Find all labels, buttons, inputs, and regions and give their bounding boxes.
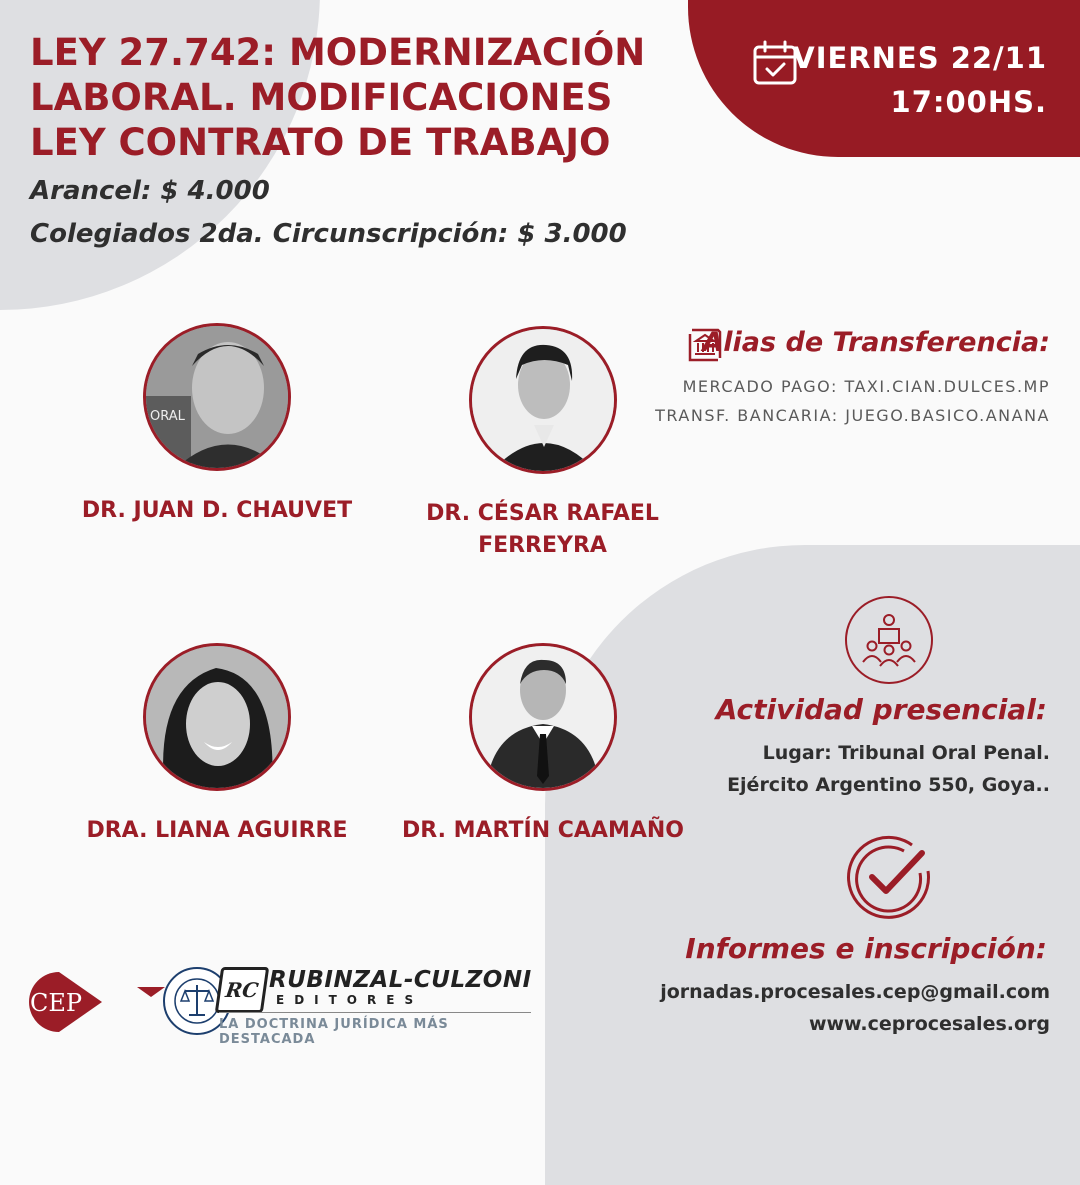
transfer-bank: TRANSF. BANCARIA: JUEGO.BASICO.ANANA [655, 406, 1050, 425]
speaker-photo [469, 643, 617, 791]
activity-place: Lugar: Tribunal Oral Penal. [762, 742, 1050, 764]
check-badge-icon [842, 831, 934, 923]
publisher-tagline: LA DOCTRINA JURÍDICA MÁS DESTACADA [219, 1017, 449, 1047]
audience-icon [845, 596, 933, 684]
info-title: Informes e inscripción: [685, 932, 1047, 965]
speaker-photo [143, 323, 291, 471]
event-date: VIERNES 22/11 [792, 41, 1047, 75]
speaker-name: DR. JUAN D. CHAUVET [81, 498, 353, 523]
event-datetime [792, 36, 1047, 124]
fee-members: Colegiados 2da. Circunscripción: $ 3.000 [30, 219, 627, 249]
cep-logo [26, 969, 102, 1035]
speaker-photo [469, 326, 617, 474]
rubinzal-culzoni-mark: RC [215, 967, 269, 1013]
speaker-card-chauvet [67, 323, 367, 527]
publisher-sub: EDITORES [276, 993, 424, 1007]
calendar-icon [752, 40, 798, 86]
decorative-blob-bottom-right [545, 545, 1080, 1185]
publisher-divider [219, 1012, 531, 1013]
info-website: www.ceprocesales.org [808, 1013, 1050, 1035]
transfer-title: Alias de Transferencia: [702, 327, 1050, 358]
speaker-name: DR. CÉSAR RAFAEL FERREYRA [426, 501, 659, 558]
speaker-card-caamano [393, 643, 693, 847]
event-time: 17:00HS. [890, 85, 1047, 119]
svg-text:CEP: CEP [30, 989, 83, 1017]
speaker-name: DR. MARTÍN CAAMAÑO [402, 818, 684, 843]
transfer-mercado-pago: MERCADO PAGO: TAXI.CIAN.DULCES.MP [682, 377, 1050, 396]
activity-address: Ejército Argentino 550, Goya.. [727, 774, 1050, 796]
fee-general: Arancel: $ 4.000 [30, 176, 270, 206]
speaker-photo [143, 643, 291, 791]
speaker-card-aguirre [67, 643, 367, 847]
photo-caption-text: ORAL [150, 409, 185, 424]
info-email: jornadas.procesales.cep@gmail.com [660, 981, 1050, 1003]
publisher-name: RUBINZAL-CULZONI [269, 967, 532, 993]
sponsor-logos [26, 965, 536, 1047]
activity-title: Actividad presencial: [715, 693, 1047, 726]
speaker-name: DRA. LIANA AGUIRRE [86, 818, 348, 843]
event-title: LEY 27.742: MODERNIZACIÓN LABORAL. MODIFICACIONES LEY CONTRATO DE TRABAJO [30, 31, 646, 164]
speaker-card-ferreyra [400, 326, 685, 562]
